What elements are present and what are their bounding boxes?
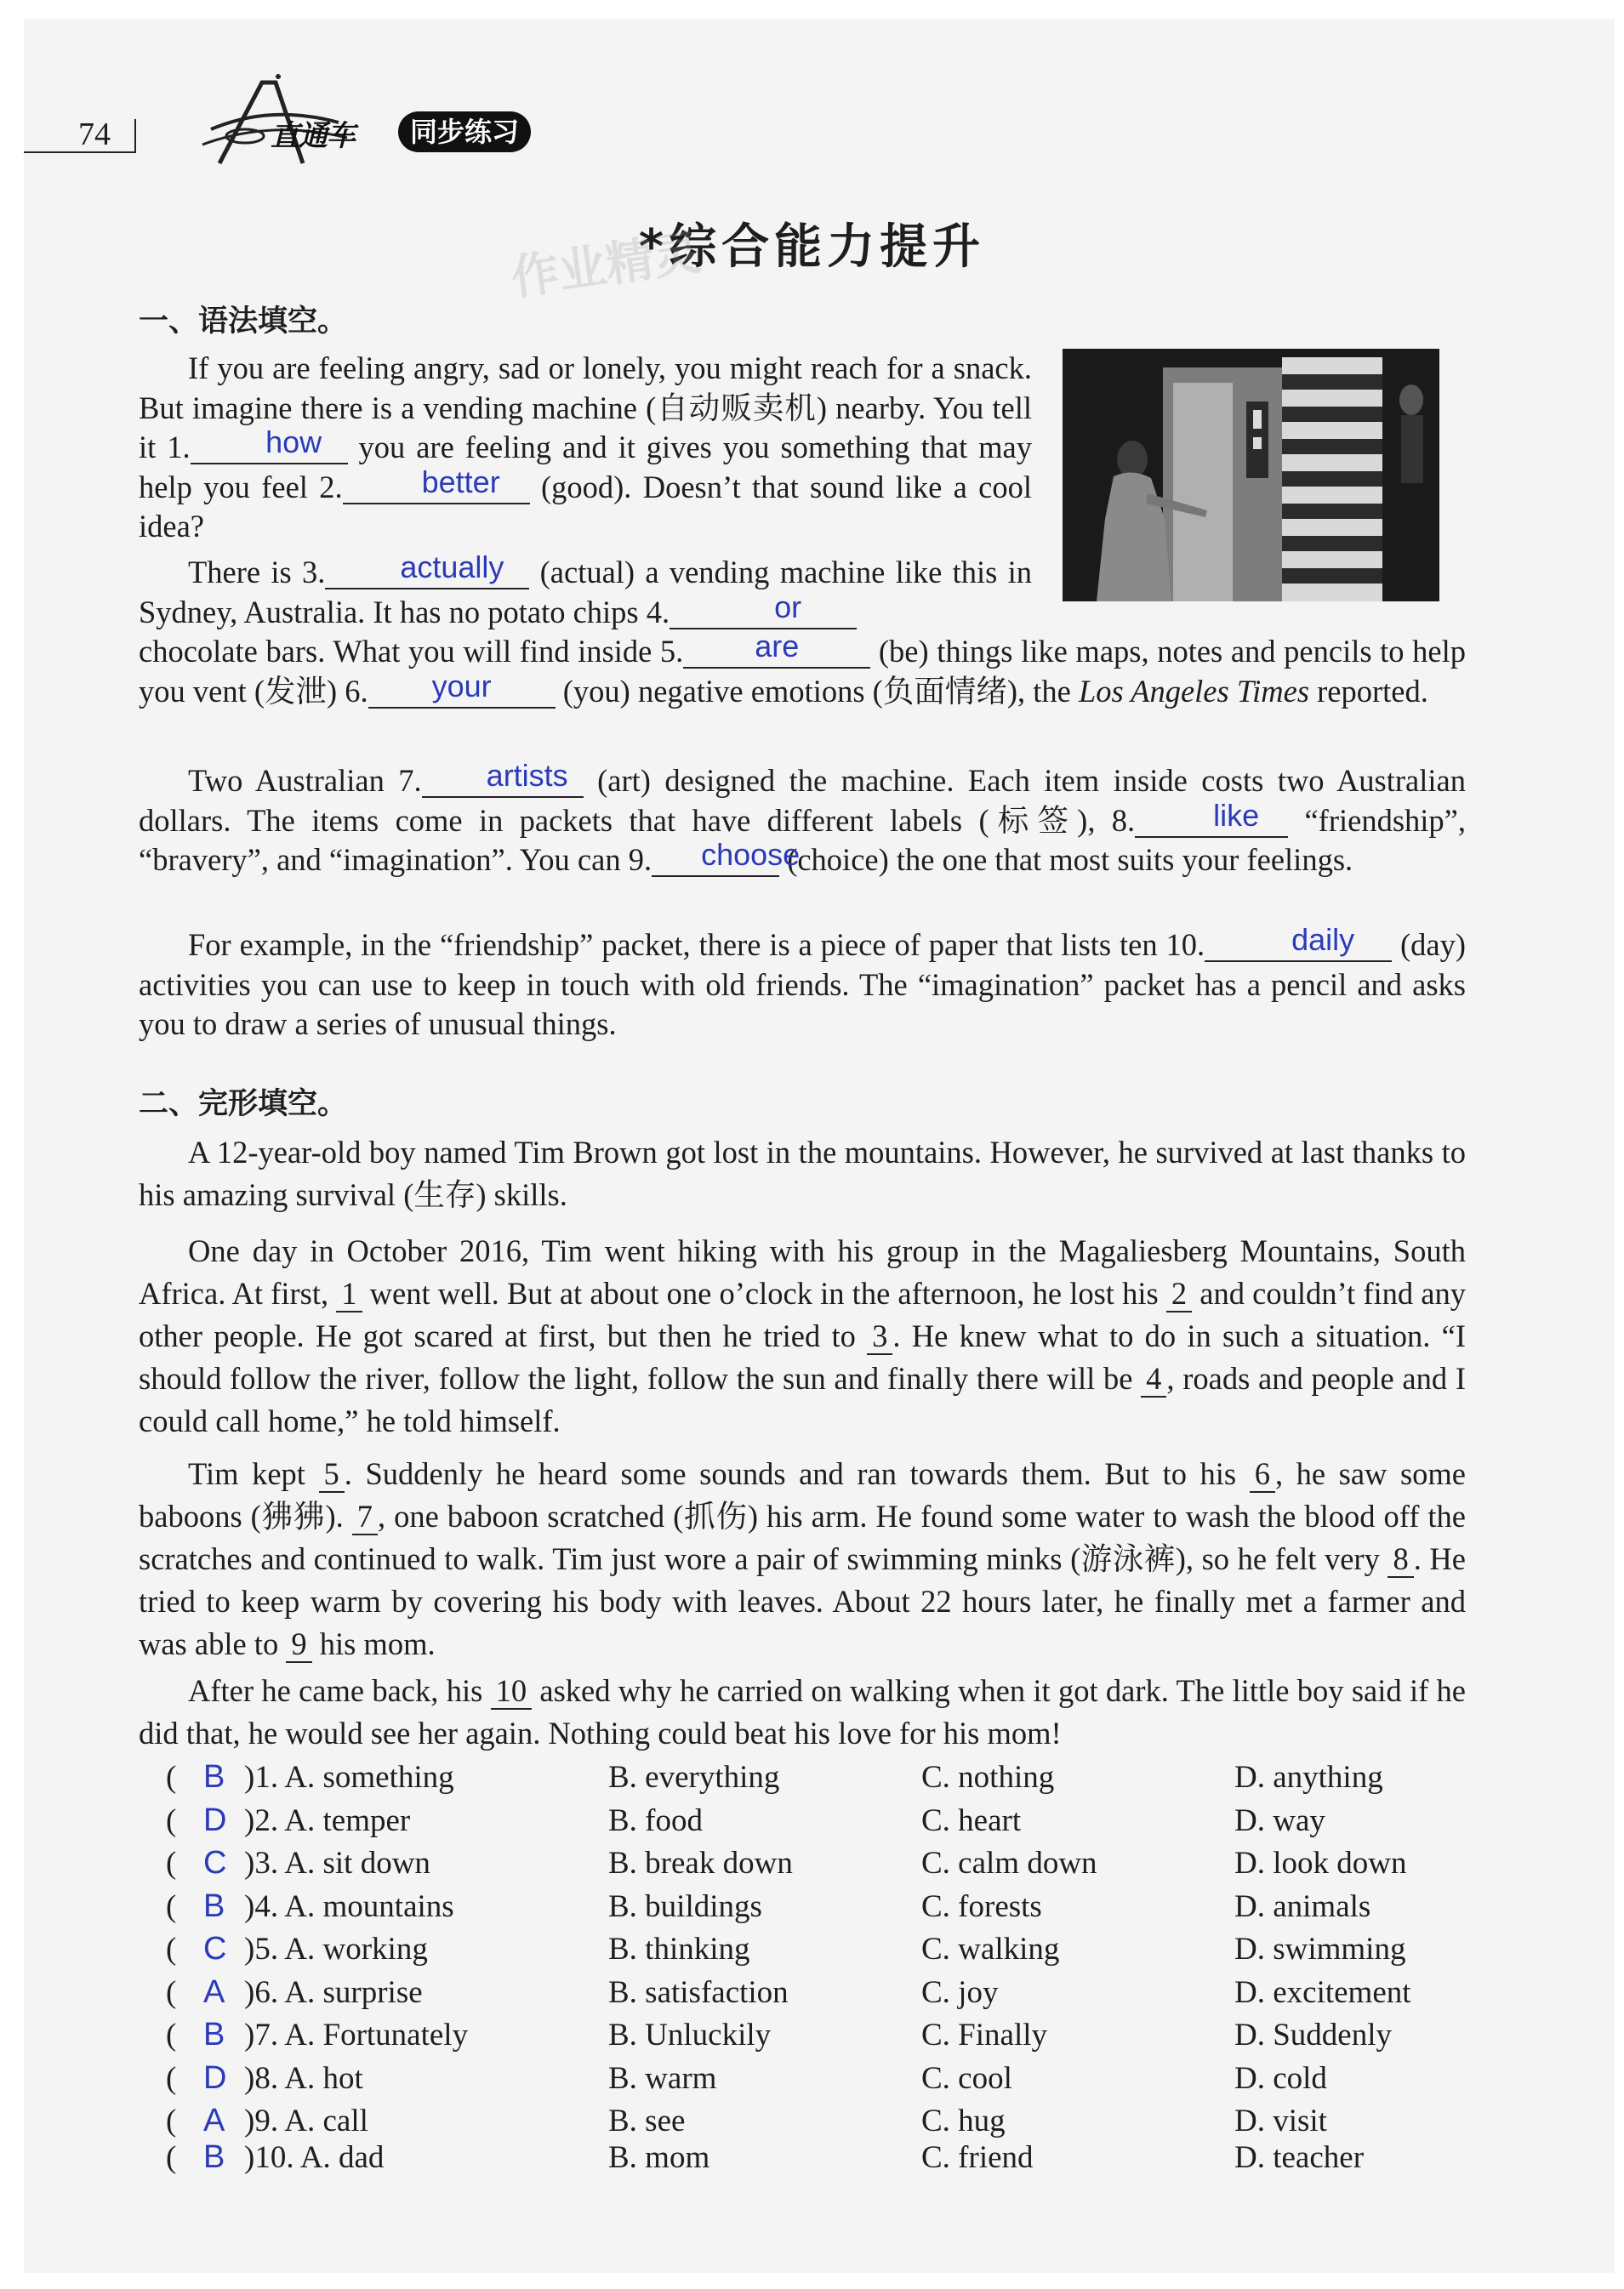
cloze-number[interactable]: 2 [1166,1276,1192,1312]
option-b[interactable]: B. warm [608,2060,717,2096]
option-b[interactable]: B. mom [608,2140,710,2175]
part2-paragraph-2: One day in October 2016, Tim went hiking with his group in the Magaliesberg Mountains, South Africa. At first, 1 went well. But at about one o’clock in the afternoon, he lost his 2 and couldn’t find any other people. He got scared at first, but then he tried to 3 . He knew what to do in such a situation. “I should follow the river, follow the light, follow the sun and finally there will be 4 , roads and people and I could call home,” he told himself. [139,1233,1467,1438]
answer-choice[interactable]: D [203,2059,227,2096]
answer-blank[interactable]: daily [1205,930,1392,962]
question-row: ( B ) 7. A. Fortunately B. Unluckily C. Finally D. Suddenly [166,2017,1392,2053]
logo-text: 直通车 [271,119,355,153]
practice-badge: 同步练习 [398,111,531,152]
option-c[interactable]: C. hug [921,2104,1006,2138]
part2-paragraph-1: A 12-year-old boy named Tim Brown got lost in the mountains. However, he survived at last thanks to his amazing survival (生存) skills. [139,1135,1466,1212]
option-c[interactable]: C. heart [921,1802,1022,1838]
option-b[interactable]: B. food [608,1802,703,1838]
option-d[interactable]: D. anything [1234,1760,1383,1795]
answer-blank[interactable]: your [368,676,556,709]
option-d[interactable]: D. cold [1234,2060,1327,2096]
question-row: ( A ) 6. A. surprise B. satisfaction C. joy D. excitement [166,1973,1411,2010]
question-row: ( B ) 4. A. mountains B. buildings C. forests D. animals [166,1888,1371,1924]
question-row: ( B ) 10. A. dad B. mom C. friend D. teacher [166,2139,1365,2175]
option-b[interactable]: B. everything [608,1760,780,1795]
option-d[interactable]: D. visit [1234,2104,1327,2138]
answer-blank[interactable]: better [343,472,530,504]
watermark: 作业精灵 [508,225,705,307]
option-b[interactable]: B. see [608,2104,686,2138]
cloze-number[interactable]: 1 [336,1276,362,1312]
option-c[interactable]: C. walking [921,1932,1060,1967]
cloze-number[interactable]: 3 [867,1318,892,1355]
answer-blank[interactable]: artists [422,766,584,798]
option-b[interactable]: B. break down [608,1846,793,1881]
answer-choice[interactable]: B [203,1888,225,1924]
answer-blank[interactable]: or [670,597,857,629]
option-c[interactable]: C. nothing [921,1760,1055,1795]
cloze-number[interactable]: 6 [1250,1456,1275,1493]
option-d[interactable]: D. swimming [1234,1932,1406,1967]
option-d[interactable]: D. way [1234,1802,1325,1838]
question-row: ( C ) 5. A. working B. thinking C. walking D. swimming [166,1931,1406,1967]
answer-blank[interactable]: how [191,432,348,464]
part1-heading: 一、语法填空。 [139,305,348,339]
option-c[interactable]: C. joy [921,1974,999,2010]
section-title: *综合能力提升 [638,219,986,275]
answer-choice[interactable]: B [203,2139,225,2175]
part1-paragraph-2: There is 3. actually (actual) a vending machine like this in Sydney, Australia. It has no potato chips 4. or [139,549,1032,629]
cloze-number[interactable]: 5 [319,1456,345,1493]
question-row: ( D ) 8. A. hot B. warm C. cool D. cold [166,2059,1327,2096]
option-c[interactable]: C. forests [921,1888,1042,1924]
question-row: ( A ) 9. A. call B. see C. hug D. visit [166,2103,1327,2138]
part1-paragraph-1: If you are feeling angry, sad or lonely, you might reach for a snack. But imagine there is a vending machine (自动贩卖机) nearby. You tell it 1. how you are feeling and it gives you something that may help you feel 2. better (good). Doesn’t that sound like a cool idea? [139,350,1032,544]
option-d[interactable]: D. teacher [1234,2140,1365,2175]
answer-blank[interactable]: choose [652,845,779,877]
option-d[interactable]: D. Suddenly [1234,2018,1392,2053]
option-b[interactable]: B. satisfaction [608,1974,789,2010]
answer-blank[interactable]: are [683,636,870,669]
part1-paragraph-3: Two Australian 7. artists (art) designed the machine. Each item inside costs two Australian dollars. The items come in packets that have different labels (标签), 8. like “friendship”, “bravery”, and “imagination”. You can 9. choose (choice) the one that most suits your feelings. [139,758,1466,877]
option-c[interactable]: C. cool [921,2060,1012,2096]
answer-choice[interactable]: C [203,1931,227,1967]
part2-paragraph-3: Tim kept 5 . Suddenly he heard some sounds and ran towards them. But to his 6 , he saw some baboons (狒狒). 7 , one baboon scratched (抓伤) his arm. He found some water to wash the blood off the scratches and continued to walk. Tim just wore a pair of swimming minks (游泳裤), so he felt very 8 . He tried to keep warm by covering his body with leaves. About 22 hours later, he finally met a farmer and was able to 9 his mom. [139,1456,1467,1661]
option-d[interactable]: D. excitement [1234,1974,1411,2010]
option-c[interactable]: C. Finally [921,2018,1048,2053]
option-b[interactable]: B. thinking [608,1932,750,1967]
part1-paragraph-4: For example, in the “friendship” packet, there is a piece of paper that lists ten 10. daily (day) activities you can use to keep in touch with old friends. The “imagination” packet has a pencil and asks you to draw a series of unusual things. [139,922,1466,1041]
question-row: ( D ) 2. A. temper B. food C. heart D. way [166,1802,1325,1838]
vending-machine-photo [1063,349,1439,601]
option-c[interactable]: C. friend [921,2140,1034,2175]
cloze-number[interactable]: 8 [1388,1541,1413,1578]
part2-paragraph-4: After he came back, his 10 asked why he carried on walking when it got dark. The little boy said if he did that, he would see her again. Nothing could beat his love for his mom! [139,1673,1466,1751]
answer-choice[interactable]: A [203,1973,225,2010]
answer-choice[interactable]: A [203,2103,225,2138]
part2-heading: 二、完形填空。 [139,1087,348,1121]
answer-choice[interactable]: B [203,1759,225,1795]
question-row: ( C ) 3. A. sit down B. break down C. calm down D. look down [166,1845,1407,1881]
question-row: ( B ) 1. A. something B. everything C. nothing D. anything [166,1759,1383,1795]
answer-choice[interactable]: B [203,2017,225,2053]
answer-choice[interactable]: D [203,1802,227,1838]
answer-choice[interactable]: C [203,1845,227,1881]
page-number: 74 [78,117,111,152]
option-b[interactable]: B. Unluckily [608,2018,772,2053]
option-d[interactable]: D. look down [1234,1846,1407,1881]
option-c[interactable]: C. calm down [921,1846,1097,1881]
cloze-number[interactable]: 7 [352,1499,378,1535]
option-d[interactable]: D. animals [1234,1888,1371,1924]
answer-blank[interactable]: actually [325,557,529,589]
cloze-number[interactable]: 9 [286,1626,311,1663]
part1-paragraph-2-cont: chocolate bars. What you will find inside 5. are (be) things like maps, notes and pencils to help you vent (发泄) 6. your (you) negative emotions (负面情绪), the Los Angeles Times reported. [139,629,1466,709]
options-list [166,1759,1493,2183]
cloze-number[interactable]: 10 [491,1673,533,1710]
answer-blank[interactable]: like [1135,806,1288,838]
cloze-number[interactable]: 4 [1141,1361,1166,1398]
option-b[interactable]: B. buildings [608,1888,762,1924]
